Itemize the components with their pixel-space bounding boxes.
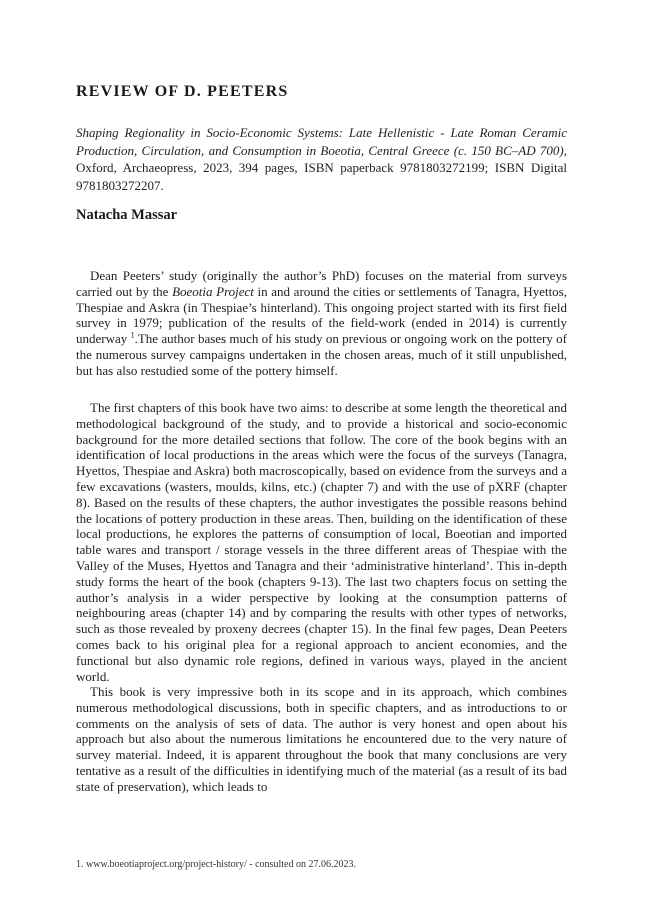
project-name: Boeotia Project — [172, 283, 254, 299]
paragraph-2-text: The first chapters of this book have two aims: to describe at some length the theoretical and methodological background of the study, and to provide a historical and socio-economic background for the more detailed sections that follow. The core of the book begins with an identification of local productions in the areas which were the focus of the surveys (Tanagra, Hyettos, Thespiae and Askra) both macroscopically, based on evidence from the surveys and a few excavations (wasters, moulds, kilns, etc.) (chapter 7) and with the use of pXRF (chapter 8). Based on the results of these chapters, the author investigates the possible reasons behind the locations of pottery production in these areas. Then, building on the identification of these local productions, he explores the patterns of consumption of local, Boeotian and imported table wares and transport / storage vessels in the three different areas of Thespiae with the Valley of the Muses, Hyettos and Tanagra and their ‘administrative hinterland’. This in-depth study forms the heart of the book (chapters 9-13). The last two chapters focus on setting the author’s analysis in a wider perspective by looking at the consumption patterns of neighbouring areas (chapter 14) and by comparing the results with other types of networks, such as those revealed by proxeny decrees (chapter 15). In the final few pages, Dean Peeters comes back to his original plea for a regional approach to ancient economies, and the functional but also dynamic role regions, defined in various ways, played in the ancient world. — [76, 400, 567, 684]
publication-details: Oxford, Archaeopress, 2023, 394 pages, ISBN paperback 9781803272199; ISBN Digital 9781803272207. — [76, 160, 567, 193]
paragraph-1 — [76, 268, 567, 379]
footnote: 1. www.boeotiaproject.org/project-history/ - consulted on 27.06.2023. — [76, 859, 356, 870]
review-title: REVIEW OF D. PEETERS — [76, 83, 289, 100]
paragraph-2 — [76, 400, 567, 684]
paragraph-1-text-a: Dean Peeters’ study (originally the author’s PhD) focuses on the material from surveys carried out by the — [76, 268, 567, 299]
paragraph-1-text-b: in and around the cities or settlements of Tanagra, Hyettos, Thespiae and Askra (in Thespiae’s hinterland). This ongoing project started with its first field survey in 1979; publication of the results of the field-work (ended in 2014) is currently underway — [76, 283, 567, 347]
footnote-reference[interactable]: 1 — [130, 330, 135, 340]
review-author: Natacha Massar — [76, 207, 178, 223]
book-title: Shaping Regionality in Socio-Economic Systems: Late Hellenistic - Late Roman Ceramic Production, Circulation, and Consumption in Boeotia, Central Greece (c. 150 BC–AD 700), — [76, 125, 567, 158]
paragraph-1-text-c: .The author bases much of his study on previous or ongoing work on the pottery of the numerous survey campaigns undertaken in the chosen areas, much of it still unpublished, but has also restudied some of the pottery himself. — [76, 331, 567, 378]
paragraph-3-text: This book is very impressive both in its scope and in its approach, which combines numerous methodological discussions, both in specific chapters, and as introductions to or comments on the analysis of sets of data. The author is very honest and open about his approach but also about the numerous limitations he encountered due to the very nature of survey material. Indeed, it is apparent throughout the book that many conclusions are very tentative as a result of the difficulties in identifying much of the material (as a result of its bad state of preservation), which leads to — [76, 684, 567, 794]
book-citation — [76, 124, 567, 194]
paragraph-3 — [76, 684, 567, 795]
